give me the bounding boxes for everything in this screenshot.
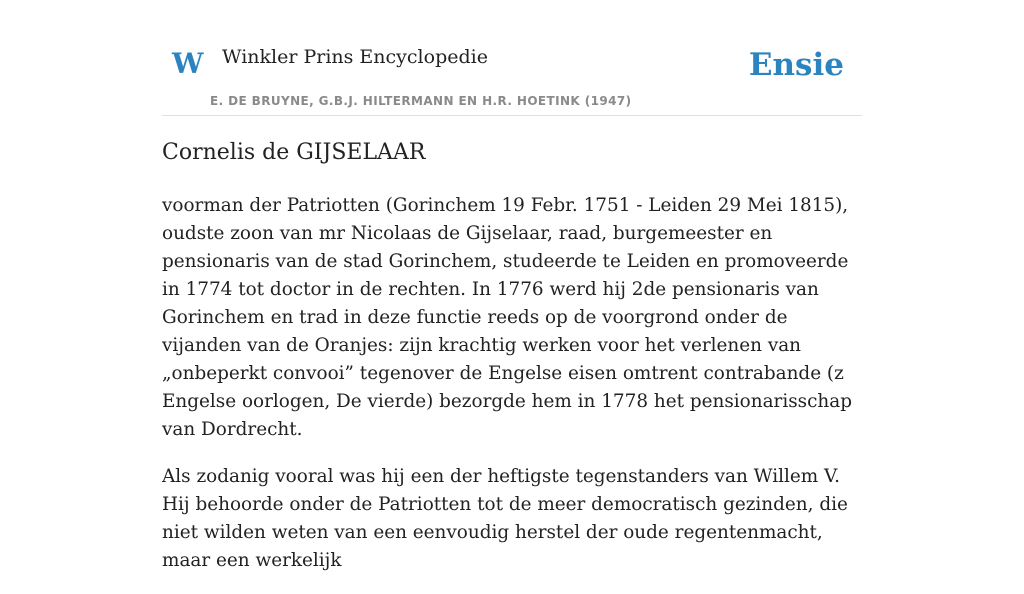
- article-paragraph: Als zodanig vooral was hij een der heftigste tegenstanders van Willem V. Hij behoorde onder de Patriotten tot de meer democratisch gezinden, die niet wilden weten van een eenvoudig herstel der oude regentenmacht, maar een werkelijk: [162, 466, 848, 571]
- article-title: Cornelis de GIJSELAAR: [162, 140, 426, 165]
- winkler-prins-logo[interactable]: W: [172, 47, 204, 80]
- article-paragraph: voorman der Patriotten (Gorinchem 19 Febr. 1751 - Leiden 29 Mei 1815), oudste zoon van mr Nicolaas de Gijselaar, raad, burgemeester en pensionaris van de stad Gorinchem, studeerde te Leiden en promoveerde in 1774 tot doctor in de rechten. In 1776 werd hij 2de pensionaris van Gorinchem en trad in deze functie reeds op de voorgrond onder de vijanden van de Oranjes: zijn krachtig werken voor het verlenen van „onbeperkt convooi” tegenover de Engelse eisen omtrent contrabande (z Engelse oorlogen, De vierde) bezorgde hem in 1778 het pensionarisschap van Dordrecht.: [162, 195, 852, 440]
- article-body: [162, 192, 862, 594]
- ensie-logo[interactable]: Ensie: [748, 47, 844, 83]
- header: [162, 0, 862, 116]
- authors-line: E. DE BRUYNE, G.B.J. HILTERMANN EN H.R. HOETINK (1947): [210, 94, 632, 108]
- source-title[interactable]: Winkler Prins Encyclopedie: [222, 46, 488, 68]
